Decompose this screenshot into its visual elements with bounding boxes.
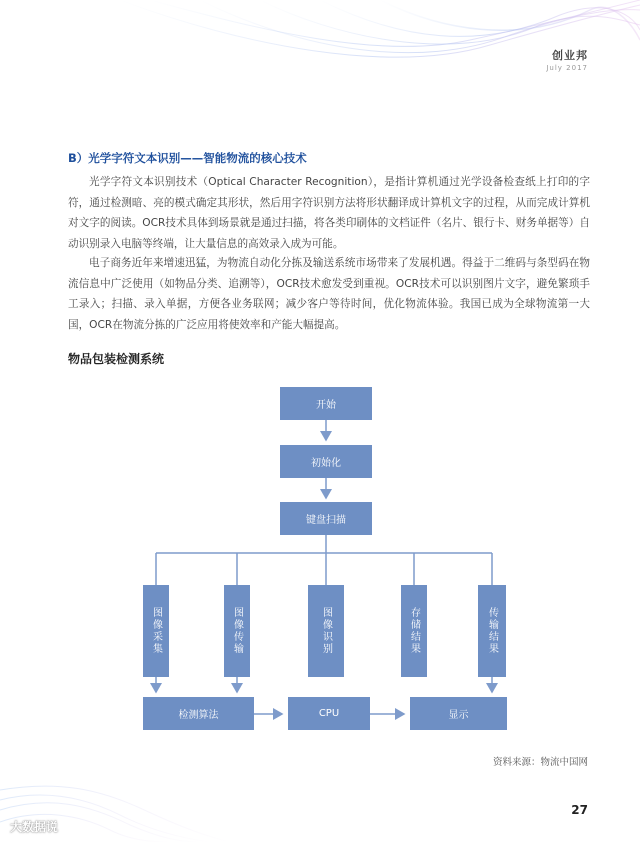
flow-node-start: 开始 — [280, 387, 372, 420]
flow-node-algorithm: 检测算法 — [143, 697, 254, 730]
flow-node-transfer: 图像传输 — [224, 585, 250, 677]
flow-node-cpu: CPU — [288, 697, 370, 730]
brand-name: 创业邦 — [552, 49, 588, 62]
page-number: 27 — [571, 803, 588, 817]
flow-node-transmit: 传输结果 — [478, 585, 506, 677]
issue-date: July 2017 — [546, 64, 588, 72]
watermark-text: 大数据说 — [10, 820, 59, 834]
flow-node-init: 初始化 — [280, 445, 372, 478]
figure-title: 物品包装检测系统 — [68, 352, 165, 366]
flow-node-scan: 键盘扫描 — [280, 502, 372, 535]
figure-source: 资料来源：物流中国网 — [492, 757, 588, 768]
flow-node-store: 存储结果 — [401, 585, 427, 677]
flow-node-recognize: 图像识别 — [308, 585, 344, 677]
flow-node-display: 显示 — [410, 697, 507, 730]
section-title: B）光学字符文本识别——智能物流的核心技术 — [68, 151, 307, 165]
paragraph-ocr-logistics: 电子商务近年来增速迅猛，为物流自动化分拣及输送系统市场带来了发展机遇。得益于二维码与条型码在物流信息中广泛使用（如物品分类、追溯等），OCR技术愈发受到重视。OCR技术可以识别图片文字，避免繁琐手工录入；扫描、录入单据，方便各业务联网；减少客户等待时间，优化物流体验。我国已成为全球物流第一大国，OCR在物流分拣的广泛应用将使效率和产能大幅提高。 — [68, 257, 590, 331]
flow-node-capture: 图像采集 — [143, 585, 169, 677]
paragraph-ocr-definition: 光学字符文本识别技术（Optical Character Recognition），是指计算机通过光学设备检查纸上打印的字符，通过检测暗、亮的模式确定其形状，然后用字符识别方法将形状翻译成计算机文字的过程，从而完成计算机对文字的阅读。OCR技术具体到场景就是通过扫描，将各类印刷体的文档证件（名片、银行卡、财务单据等）自动识别录入电脑等终端，让大量信息的高效录入成为可能。 — [68, 176, 590, 250]
